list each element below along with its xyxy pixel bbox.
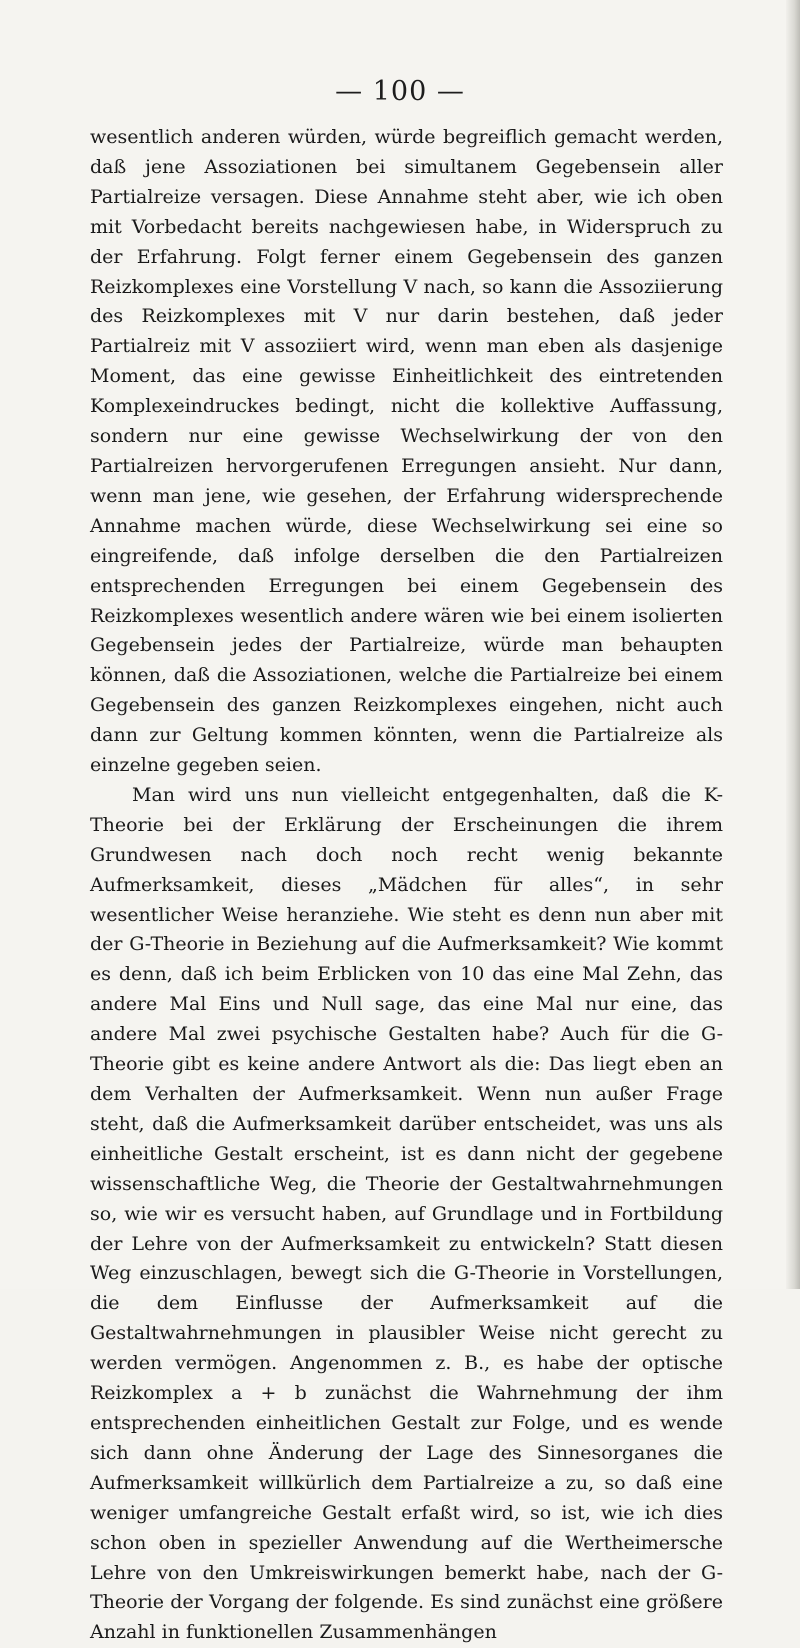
page-number-header: — 100 — (335, 76, 465, 107)
paragraph-1: wesentlich anderen würden, würde begreiflich gemacht werden, daß jene Assoziationen bei simultanem Gegebensein aller Partialreize versagen. Diese Annahme steht aber, wie ich oben mit Vorbedacht bereits nachgewiesen habe, in Widerspruch zu der Erfahrung. Folgt ferner einem Gegebensein des ganzen Reizkomplexes eine Vorstellung V nach, so kann die Assoziierung des Reizkomplexes mit V nur darin bestehen, daß jeder Partialreiz mit V assoziiert wird, wenn man eben als dasjenige Moment, das eine gewisse Einheitlichkeit des eintretenden Komplexeindruckes bedingt, nicht die kollektive Auffassung, sondern nur eine gewisse Wechselwirkung der von den Partialreizen hervorgerufenen Erregungen ansieht. Nur dann, wenn man jene, wie gesehen, der Erfahrung widersprechende Annahme machen würde, diese Wechselwirkung sei eine so eingreifende, daß infolge derselben die den Partialreizen entsprechenden Erregungen bei einem Gegebensein des Reizkomplexes wesentlich andere wären wie bei einem isolierten Gegebensein jedes der Partialreize, würde man behaupten können, daß die Assoziationen, welche die Partialreize bei einem Gegebensein des ganzen Reizkomplexes eingehen, nicht auch dann zur Geltung kommen könnten, wenn die Partialreize als einzelne gegeben seien. (90, 126, 723, 777)
page-edge-shadow (786, 0, 800, 1289)
paragraph-2: Man wird uns nun vielleicht entgegenhalten, daß die K-Theorie bei der Erklärung der Erscheinungen die ihrem Grundwesen nach doch noch recht wenig bekannte Aufmerksamkeit, dieses „Mädchen für alles“, in sehr wesentlicher Weise heranziehe. Wie steht es denn nun aber mit der G-Theorie in Beziehung auf die Aufmerksamkeit? Wie kommt es denn, daß ich beim Erblicken von 10 das eine Mal Zehn, das andere Mal Eins und Null sage, das eine Mal nur eine, das andere Mal zwei psychische Gestalten habe? Auch für die G-Theorie gibt es keine andere Antwort als die: Das liegt eben an dem Verhalten der Aufmerksamkeit. Wenn nun außer Frage steht, daß die Aufmerksamkeit darüber entscheidet, was uns als einheitliche Gestalt erscheint, ist es dann nicht der gegebene wissenschaftliche Weg, die Theorie der Gestaltwahrnehmungen so, wie wir es versucht haben, auf Grundlage und in Fortbildung der Lehre von der Aufmerksamkeit zu entwickeln? Statt diesen Weg einzuschlagen, bewegt sich die G-Theorie in Vorstellungen, die dem Einflusse der Aufmerksamkeit auf die Gestaltwahrnehmungen in plausibler Weise nicht gerecht zu werden vermögen. Angenommen z. B., es habe der optische Reizkomplex a + b zunächst die Wahrnehmung der ihm entsprechenden einheitlichen Gestalt zur Folge, und es wende sich dann ohne Änderung der Lage des Sinnesorganes die Aufmerksamkeit willkürlich dem Partialreize a zu, so daß eine weniger umfangreiche Gestalt erfaßt wird, so ist, wie ich dies schon oben in spezieller Anwendung auf die Wertheimersche Lehre von den Umkreiswirkungen bemerkt habe, nach der G-Theorie der Vorgang der folgende. Es sind zunächst eine größere Anzahl in funktionellen Zusammenhängen (90, 783, 723, 1644)
page-body (90, 123, 723, 1648)
